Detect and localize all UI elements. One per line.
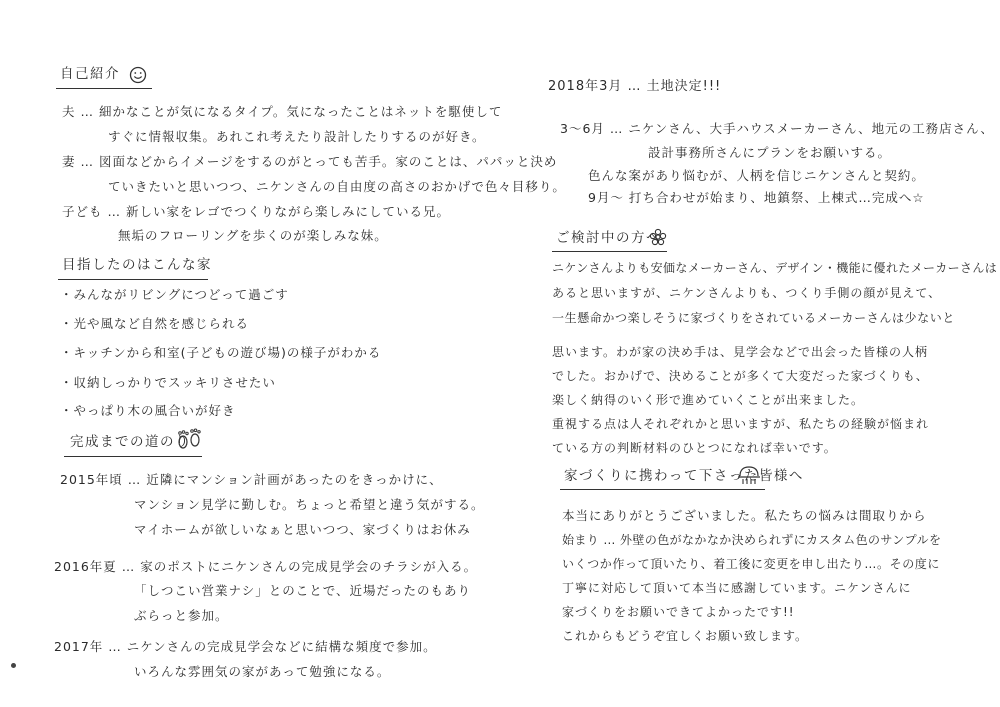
road-heading: 完成までの道のり [70,434,190,450]
thanks-line: 丁寧に対応して頂いて本当に感謝しています。ニケンさんに [562,581,912,595]
consider-line: ニケンさんよりも安価なメーカーさん、デザイン・機能に優れたメーカーさんは [552,261,998,275]
thanks-heading: 家づくりに携わって下さった皆様へ [564,468,804,484]
intro-line-husband: 夫 … 細かなことが気になるタイプ。気になったことはネットを駆使して [62,104,503,119]
consider-line: 楽しく納得のいく形で進めていくことが出来ました。 [552,393,865,407]
road-line-2016-cont2: ぶらっと参加。 [134,608,229,623]
thanks-line: 家づくりをお願いできてよかったです!! [562,605,795,619]
goal-item: ・光や風など自然を感じられる [60,316,250,331]
smiley-icon [129,66,147,84]
goal-heading: 目指したのはこんな家 [62,257,212,273]
timeline-mar-jun-cont: 設計事務所さんにプランをお願いする。 [648,145,892,160]
road-underline [64,456,202,457]
consider-line: あると思いますが、ニケンさんよりも、つくり手側の顔が見えて、 [552,286,942,300]
thanks-line: これからもどうぞ宜しくお願い致します。 [562,629,809,643]
consider-line: ている方の判断材料のひとつになれば幸いです。 [552,441,837,455]
goal-item: ・キッチンから和室(子どもの遊び場)の様子がわかる [60,345,382,360]
consider-line: 思います。わが家の決め手は、見学会などで出会った皆様の人柄 [552,345,929,359]
road-line-2017: 2017年 … ニケンさんの完成見学会などに結構な頻度で参加。 [54,639,437,654]
road-line-2015: 2015年頃 … 近隣にマンション計画があったのをきっかけに、 [60,472,443,487]
thanks-underline [560,489,765,490]
road-line-2017-cont: いろんな雰囲気の家があって勉強になる。 [134,664,391,679]
goal-item: ・収納しっかりでスッキリさせたい [60,375,276,390]
road-line-2016: 2016年夏 … 家のポストにニケンさんの完成見学会のチラシが入る。 [54,559,478,574]
timeline-contract: 色んな案があり悩むが、人柄を信じニケンさんと契約。 [588,168,925,183]
consider-line: 重視する点は人それぞれかと思いますが、私たちの経験が悩まれ [552,417,930,431]
intro-line-wife-cont: ていきたいと思いつつ、ニケンさんの自由度の高さのおかげで色々目移り。 [108,179,566,194]
footprints-icon [175,428,203,450]
timeline-mar-jun: 3〜6月 … ニケンさん、大手ハウスメーカーさん、地元の工務店さん、 [560,121,994,136]
goal-item: ・やっぱり木の風合いが好き [60,403,236,418]
timeline-sep: 9月〜 打ち合わせが始まり、地鎮祭、上棟式…完成へ☆ [588,190,925,205]
goal-item: ・みんながリビングにつどって過ごす [60,287,289,302]
flower-icon [649,228,667,246]
consider-underline [552,251,667,252]
intro-line-husband-cont: すぐに情報収集。あれこれ考えたり設計したりするのが好き。 [108,129,486,144]
intro-line-children: 子ども … 新しい家をレゴでつくりながら楽しみにしている兄。 [62,204,450,219]
thanks-line: 始まり … 外壁の色がなかなか決められずにカスタム色のサンプルを [562,533,942,547]
ink-dot [11,663,16,668]
consider-heading: ご検討中の方へ [556,230,661,246]
road-line-2016-cont1: 「しつこい営業ナシ」とのことで、近場だったのもあり [134,583,472,598]
consider-line: でした。おかげで、決めることが多くて大変だった家づくりも、 [552,369,929,383]
goal-underline [58,279,208,280]
consider-line: 一生懸命かつ楽しそうに家づくりをされているメーカーさんは少ないと [552,311,955,325]
thanks-line: いくつか作って頂いたり、着工後に変更を申し出たり…。その度に [562,557,941,571]
intro-line-wife: 妻 … 図面などからイメージをするのがとっても苦手。家のことは、パパッと決め [62,154,558,169]
intro-line-children-cont: 無垢のフローリングを歩くのが楽しみな妹。 [118,228,388,243]
road-line-2015-cont1: マンション見学に勤しむ。ちょっと希望と違う気がする。 [134,497,485,512]
road-line-2015-cont2: マイホームが欲しいなぁと思いつつ、家づくりはお休み [134,522,471,537]
timeline-2018-march: 2018年3月 … 土地決定!!! [548,79,722,94]
thanks-line: 本当にありがとうございました。私たちの悩みは間取りから [562,508,927,523]
intro-heading: 自己紹介 [60,66,120,82]
intro-underline [56,88,152,89]
house-icon [736,464,762,486]
